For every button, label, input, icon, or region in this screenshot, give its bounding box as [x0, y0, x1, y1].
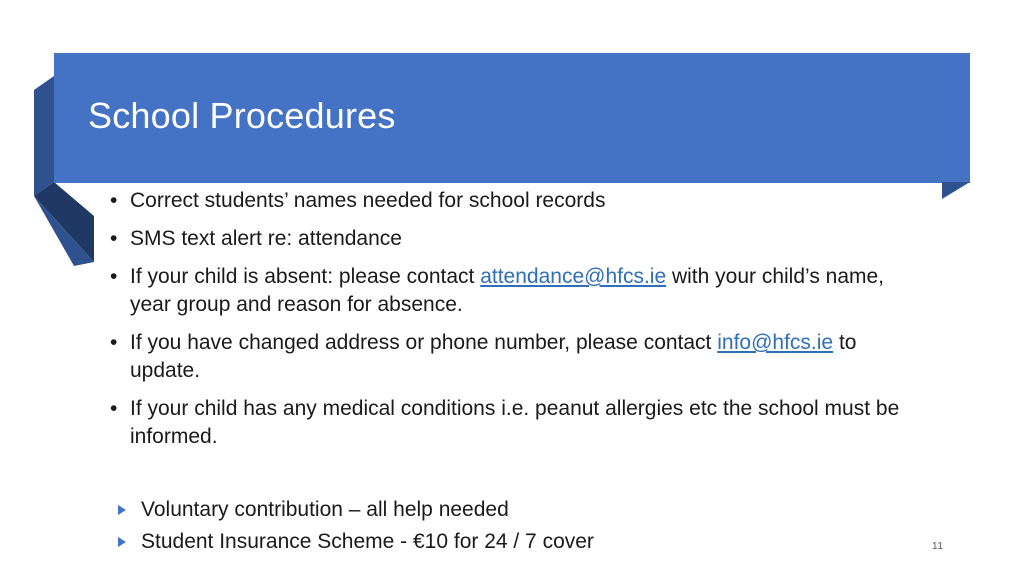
arrow-item-text: Voluntary contribution – all help needed [141, 498, 509, 521]
arrow-list [118, 494, 594, 558]
triangle-right-icon [118, 537, 126, 547]
bullet-dot-icon: • [110, 189, 118, 212]
arrow-item-student-insurance [118, 526, 594, 558]
bullet-dot-icon: • [110, 397, 118, 420]
bullet-text-after: to update. [130, 331, 857, 382]
triangle-right-icon [118, 505, 126, 515]
title-bar [54, 53, 970, 183]
bullet-item-sms-alert [110, 225, 930, 253]
bullet-text-before: If your child is absent: please contact [130, 265, 481, 288]
bullet-list [110, 187, 930, 451]
slide-number: 11 [932, 541, 944, 552]
bullet-item-medical [110, 395, 930, 451]
attendance-email-link[interactable]: attendance@hfcs.ie [480, 265, 667, 288]
bullet-text: SMS text alert re: attendance [130, 227, 402, 250]
bullet-text: Correct students’ names needed for school records [130, 189, 606, 212]
bullet-text: If your child has any medical conditions i.e. peanut allergies etc the school must be informed. [130, 397, 900, 448]
bullet-dot-icon: • [110, 265, 118, 288]
bullet-dot-icon: • [110, 227, 118, 250]
slide-content [110, 187, 930, 461]
bullet-text-after: with your child’s name, year group and reason for absence. [130, 265, 885, 316]
bullet-dot-icon: • [110, 331, 118, 354]
bullet-item-absence [110, 263, 930, 319]
bullet-text-before: If you have changed address or phone number, please contact [130, 331, 718, 354]
info-email-link[interactable]: info@hfcs.ie [717, 331, 834, 354]
bullet-item-school-records [110, 187, 930, 215]
bullet-item-address-change [110, 329, 930, 385]
right-ribbon-decoration [942, 182, 972, 202]
arrow-item-voluntary-contribution [118, 494, 594, 526]
arrow-item-text: Student Insurance Scheme - €10 for 24 / 7 cover [141, 530, 594, 553]
slide-title: School Procedures [88, 95, 396, 136]
